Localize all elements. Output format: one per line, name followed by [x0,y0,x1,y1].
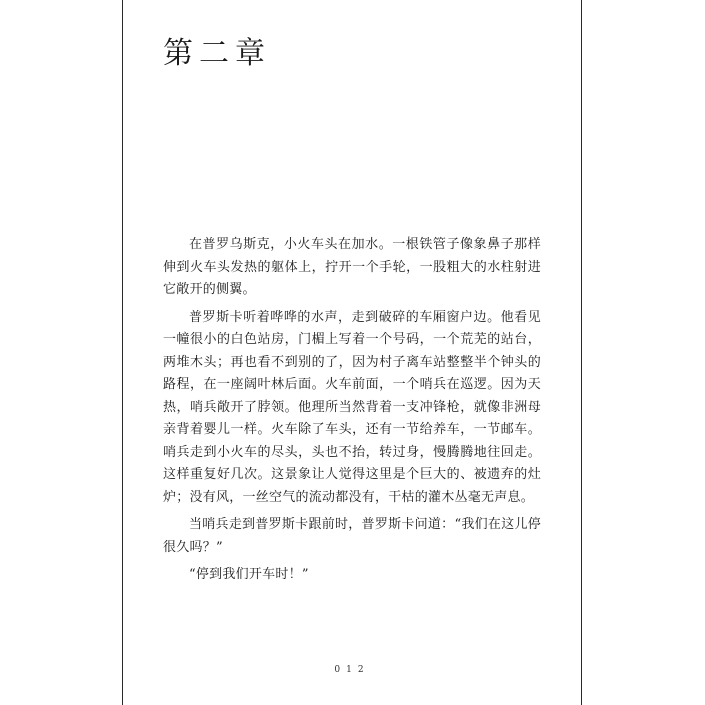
chapter-title: 第二章 [163,36,271,71]
paragraph: 在普罗乌斯克，小火车头在加水。一根铁管子像象鼻子那样伸到火车头发热的躯体上，拧开一个手轮，一股粗大的水柱射进它敞开的侧翼。 [163,237,541,297]
book-page [122,0,582,705]
paragraph: 当哨兵走到普罗斯卡跟前时，普罗斯卡问道：“我们在这儿停很久吗？” [163,517,541,555]
paragraph: 普罗斯卡听着哗哗的水声，走到破碎的车厢窗户边。他看见一幢很小的白色站房，门楣上写着一个号码，一个荒芜的站台，两堆木头；再也看不到别的了，因为村子离车站整整半个钟头的路程，在一座阔叶林后面。火车前面，一个哨兵在巡逻。因为天热，哨兵敞开了脖领。他理所当然背着一支冲锋枪，就像非洲母亲背着婴儿一样。火车除了车头，还有一节给养车，一节邮车。哨兵走到小火车的尽头，头也不抬，转过身，慢腾腾地往回走。这样重复好几次。这景象让人觉得这里是个巨大的、被遗弃的灶炉；没有风，一丝空气的流动都没有，干枯的灌木丛毫无声息。 [163,309,541,505]
body-text [163,234,541,592]
paragraph: “停到我们开车时！” [189,567,309,582]
page-number: 012 [334,665,370,675]
